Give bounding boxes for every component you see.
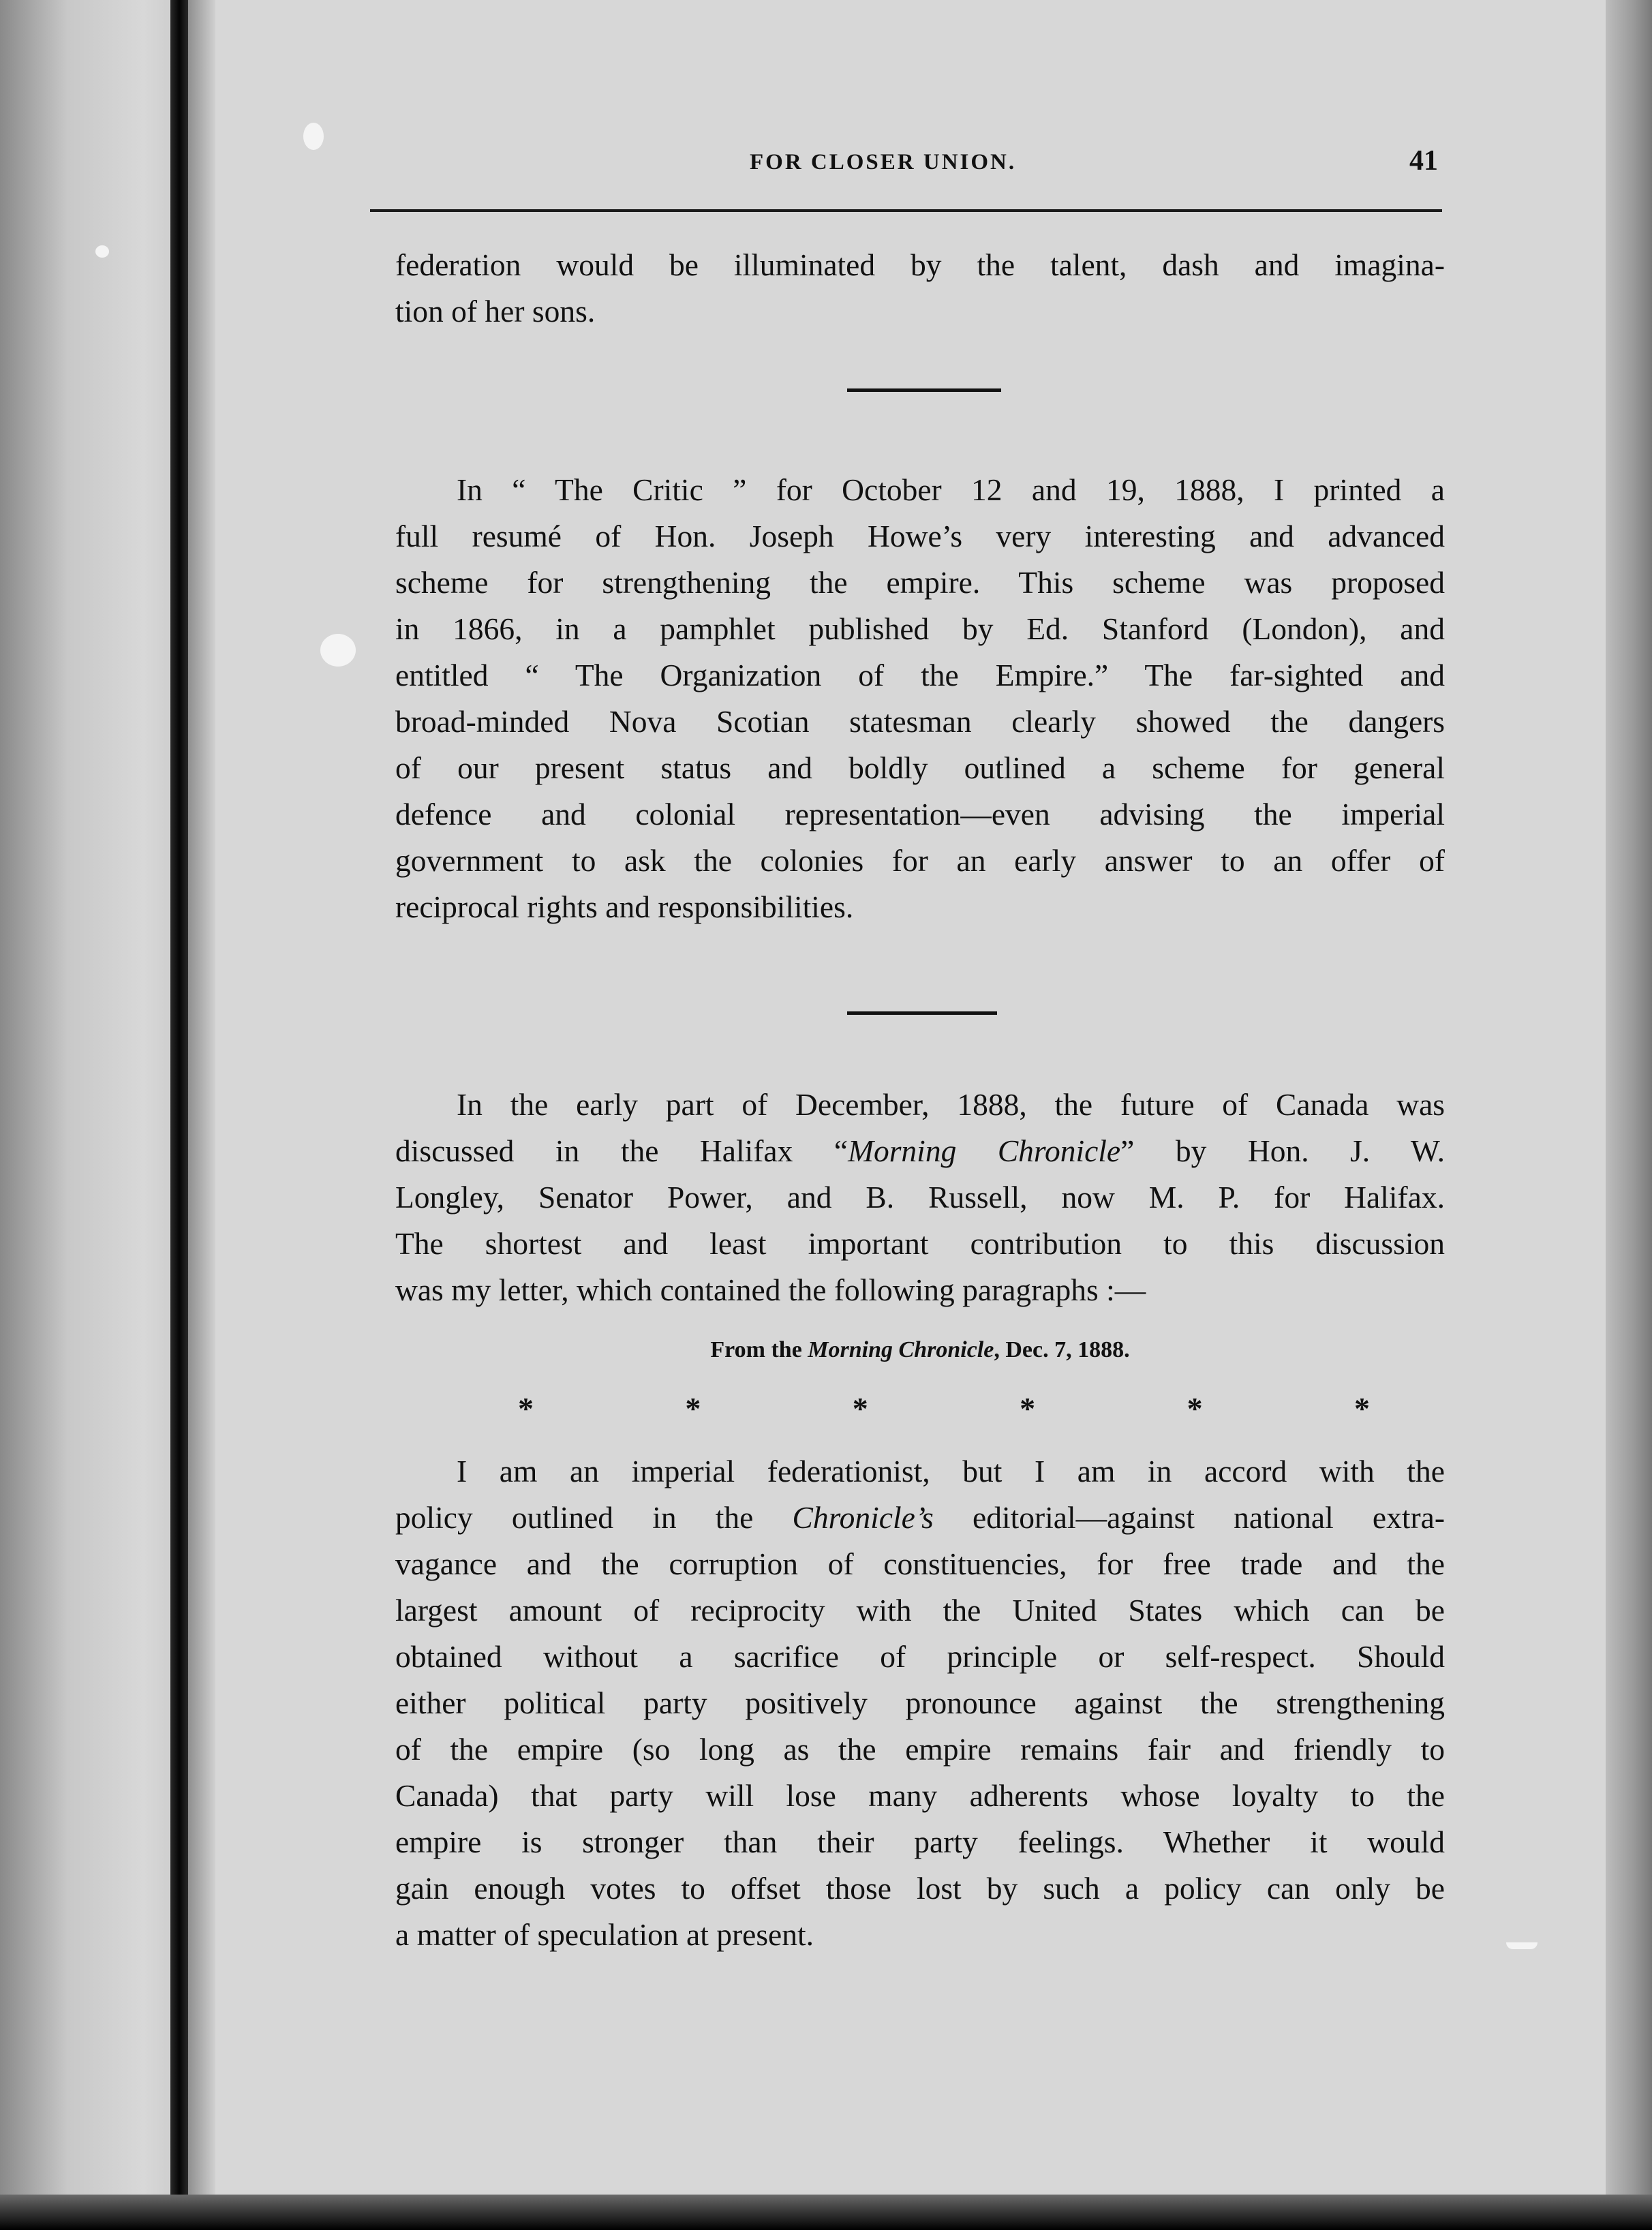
asterisk: *	[852, 1391, 868, 1426]
running-head: FOR CLOSER UNION.	[750, 150, 1017, 174]
asterisk: *	[1187, 1391, 1203, 1426]
text-line	[395, 1128, 1445, 1174]
scan-speck	[303, 123, 324, 150]
right-page-edge	[1606, 0, 1652, 2230]
newspaper-title: Chronicle’s	[792, 1500, 934, 1535]
paragraph-3	[395, 1082, 1445, 1313]
paragraph-2	[395, 467, 1445, 930]
text-line: obtained without a sacrifice of principle or self-respect. Should	[395, 1639, 1445, 1674]
section-divider	[847, 388, 1001, 392]
text-line: a matter of speculation at present.	[395, 1917, 814, 1952]
text-line: The shortest and least important contribution to this discussion	[395, 1226, 1445, 1261]
text-line: was my letter, which contained the following paragraphs :—	[395, 1272, 1146, 1307]
text-line: defence and colonial representation—even advising the imperial	[395, 797, 1445, 831]
newspaper-title: Morning Chronicle	[848, 1133, 1121, 1168]
page-number: 41	[1409, 145, 1438, 177]
scan-speck	[1506, 1942, 1538, 1949]
text-line: vagance and the corruption of constituencies, for free trade and the	[395, 1546, 1445, 1581]
text-line: I am an imperial federationist, but I am in accord with the	[457, 1454, 1445, 1488]
paragraph-4-quoted-letter	[395, 1448, 1445, 1958]
binding-gradient	[188, 0, 215, 2230]
scan-speck	[95, 245, 109, 258]
asterisk: *	[518, 1391, 534, 1426]
asterisk: *	[685, 1391, 701, 1426]
source-newspaper: Morning Chronicle	[808, 1337, 994, 1362]
text-line: government to ask the colonies for an early answer to an offer of	[395, 843, 1445, 878]
binding-shadow-line	[170, 0, 188, 2230]
text-line: Longley, Senator Power, and B. Russell, now M. P. for Halifax.	[395, 1180, 1445, 1215]
text-line: largest amount of reciprocity with the United States which can be	[395, 1593, 1445, 1628]
text-line: reciprocal rights and responsibilities.	[395, 889, 854, 924]
text-line: entitled “ The Organization of the Empire.” The far-sighted and	[395, 658, 1445, 692]
asterisk: *	[1020, 1391, 1036, 1426]
text-line: in 1866, in a pamphlet published by Ed. Stanford (London), and	[395, 611, 1445, 646]
text-line: either political party positively pronounce against the strengthening	[395, 1685, 1445, 1720]
text-line: full resumé of Hon. Joseph Howe’s very interesting and advanced	[395, 519, 1445, 553]
source-date: , Dec. 7, 1888.	[994, 1337, 1130, 1362]
text-line: gain enough votes to offset those lost by such a policy can only be	[395, 1871, 1445, 1906]
scan-bottom-edge	[0, 2195, 1652, 2230]
text-line: of our present status and boldly outlined a scheme for general	[395, 750, 1445, 785]
text-line: scheme for strengthening the empire. This scheme was proposed	[395, 565, 1445, 600]
source-prefix: From the	[710, 1337, 808, 1362]
text-line: empire is stronger than their party feelings. Whether it would	[395, 1824, 1445, 1859]
text-line: of the empire (so long as the empire remains fair and friendly to	[395, 1732, 1445, 1767]
text-line: broad-minded Nova Scotian statesman clearly showed the dangers	[395, 704, 1445, 739]
text-line: federation would be illuminated by the talent, dash and imagina-	[395, 247, 1445, 282]
asterisk: *	[1353, 1391, 1370, 1426]
text-line	[395, 1495, 1445, 1541]
section-divider	[847, 1011, 997, 1015]
header-rule	[370, 209, 1442, 212]
text-line: In “ The Critic ” for October 12 and 19, 1888, I printed a	[457, 472, 1445, 507]
text-line: tion of her sons.	[395, 294, 596, 329]
facing-page-edge	[0, 0, 169, 2230]
text-run: ” by Hon. J. W.	[1120, 1133, 1445, 1168]
text-line: Canada) that party will lose many adherents whose loyalty to the	[395, 1778, 1445, 1813]
source-citation	[395, 1337, 1445, 1363]
text-run: editorial—against national extra-	[933, 1500, 1445, 1535]
paragraph-1	[395, 242, 1445, 335]
scan-speck	[320, 634, 356, 667]
text-line: In the early part of December, 1888, the future of Canada was	[457, 1087, 1445, 1122]
asterism-row	[518, 1390, 1370, 1426]
text-run: discussed in the Halifax “	[395, 1133, 848, 1168]
text-run: policy outlined in the	[395, 1500, 793, 1535]
